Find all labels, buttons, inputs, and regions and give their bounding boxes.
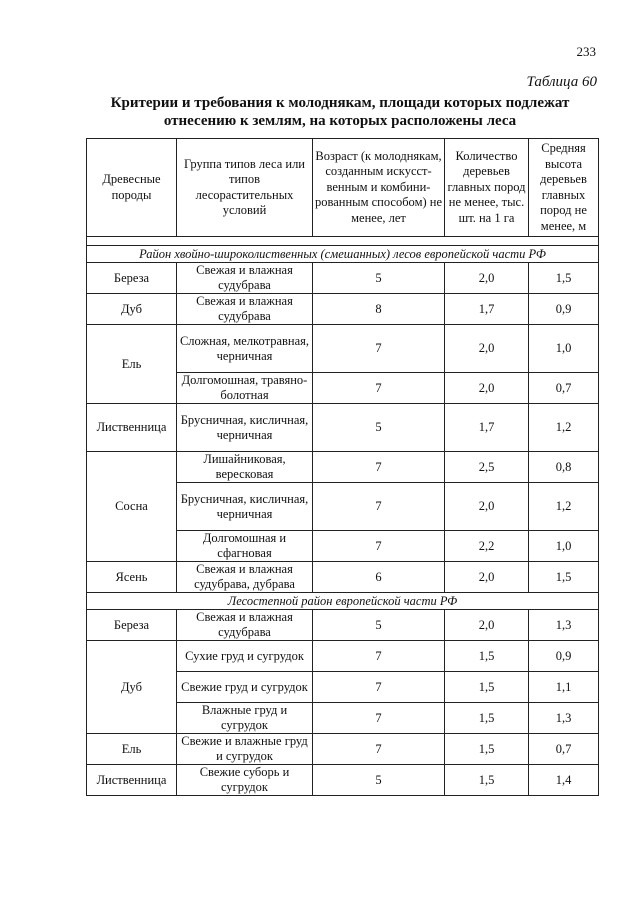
region-row — [87, 246, 599, 263]
region-name: Район хвойно-широколиственных (смешанных) лесов европейской части РФ — [87, 246, 599, 263]
height-cell: 1,2 — [529, 404, 599, 452]
species-cell: Ель — [87, 734, 177, 765]
group-cell: Свежие и влажные груд и сугрудок — [177, 734, 313, 765]
count-cell: 1,7 — [445, 294, 529, 325]
count-cell: 2,0 — [445, 562, 529, 593]
table-row — [87, 325, 599, 373]
height-cell: 1,5 — [529, 263, 599, 294]
group-cell: Свежая и влажная судубрава — [177, 294, 313, 325]
age-cell: 6 — [313, 562, 445, 593]
spacer-row — [87, 237, 599, 246]
group-cell: Свежая и влажная судубрава — [177, 263, 313, 294]
height-cell: 1,4 — [529, 765, 599, 796]
count-cell: 1,5 — [445, 703, 529, 734]
col-header-count: Количество деревьев главных пород не менее, тыс. шт. на 1 га — [445, 139, 529, 237]
species-cell: Сосна — [87, 452, 177, 562]
age-cell: 5 — [313, 765, 445, 796]
age-cell: 7 — [313, 452, 445, 483]
height-cell: 1,3 — [529, 610, 599, 641]
group-cell: Сложная, мелкотравная, черничная — [177, 325, 313, 373]
count-cell: 1,5 — [445, 641, 529, 672]
table-row — [87, 452, 599, 483]
height-cell: 1,0 — [529, 325, 599, 373]
count-cell: 2,0 — [445, 610, 529, 641]
age-cell: 7 — [313, 531, 445, 562]
species-cell: Ясень — [87, 562, 177, 593]
age-cell: 8 — [313, 294, 445, 325]
age-cell: 7 — [313, 734, 445, 765]
species-cell: Лиственница — [87, 765, 177, 796]
group-cell: Сухие груд и сугрудок — [177, 641, 313, 672]
table-row — [87, 294, 599, 325]
col-header-height: Средняя высота деревьев главных пород не менее, м — [529, 139, 599, 237]
age-cell: 7 — [313, 672, 445, 703]
count-cell: 2,2 — [445, 531, 529, 562]
table-row — [87, 641, 599, 672]
age-cell: 7 — [313, 373, 445, 404]
group-cell: Долгомошная, травяно-болотная — [177, 373, 313, 404]
group-cell: Брусничная, кисличная, черничная — [177, 404, 313, 452]
group-cell: Свежая и влажная судубрава, дубрава — [177, 562, 313, 593]
region-row — [87, 593, 599, 610]
species-cell: Дуб — [87, 294, 177, 325]
table-title-line-2: отнесению к землям, на которых расположены леса — [163, 113, 517, 129]
height-cell: 0,9 — [529, 294, 599, 325]
age-cell: 7 — [313, 641, 445, 672]
age-cell: 7 — [313, 325, 445, 373]
table-label: Таблица 60 — [526, 74, 597, 90]
height-cell: 1,5 — [529, 562, 599, 593]
group-cell: Свежие суборь и сугрудок — [177, 765, 313, 796]
criteria-table — [86, 138, 599, 796]
header-row — [87, 139, 599, 237]
group-cell: Лишайниковая, вересковая — [177, 452, 313, 483]
height-cell: 0,7 — [529, 734, 599, 765]
count-cell: 2,5 — [445, 452, 529, 483]
age-cell: 5 — [313, 610, 445, 641]
age-cell: 5 — [313, 263, 445, 294]
group-cell: Свежие груд и сугрудок — [177, 672, 313, 703]
count-cell: 2,0 — [445, 483, 529, 531]
height-cell: 0,9 — [529, 641, 599, 672]
region-name: Лесостепной район европейской части РФ — [87, 593, 599, 610]
group-cell: Брусничная, кисличная, черничная — [177, 483, 313, 531]
table-title — [80, 94, 600, 130]
table-row — [87, 562, 599, 593]
table-row — [87, 263, 599, 294]
table-row — [87, 610, 599, 641]
height-cell: 1,3 — [529, 703, 599, 734]
page-number: 233 — [576, 44, 596, 59]
table-row — [87, 734, 599, 765]
age-cell: 7 — [313, 703, 445, 734]
group-cell: Свежая и влажная судубрава — [177, 610, 313, 641]
height-cell: 1,1 — [529, 672, 599, 703]
table-row — [87, 765, 599, 796]
species-cell: Береза — [87, 610, 177, 641]
height-cell: 1,2 — [529, 483, 599, 531]
count-cell: 1,5 — [445, 672, 529, 703]
height-cell: 1,0 — [529, 531, 599, 562]
species-cell: Лиственница — [87, 404, 177, 452]
age-cell: 7 — [313, 483, 445, 531]
species-cell: Ель — [87, 325, 177, 404]
count-cell: 2,0 — [445, 263, 529, 294]
table-title-line-1: Критерии и требования к молоднякам, площади которых подлежат — [110, 95, 570, 111]
height-cell: 0,7 — [529, 373, 599, 404]
group-cell: Долгомошная и сфагновая — [177, 531, 313, 562]
col-header-group: Группа типов леса или типов лесорастительных условий — [177, 139, 313, 237]
col-header-age: Возраст (к молоднякам, созданным искусст-венным и комбини-рованным способом) не менее, лет — [313, 139, 445, 237]
count-cell: 1,7 — [445, 404, 529, 452]
count-cell: 2,0 — [445, 373, 529, 404]
height-cell: 0,8 — [529, 452, 599, 483]
species-cell: Дуб — [87, 641, 177, 734]
age-cell: 5 — [313, 404, 445, 452]
group-cell: Влажные груд и сугрудок — [177, 703, 313, 734]
count-cell: 1,5 — [445, 734, 529, 765]
col-header-species: Древесные породы — [87, 139, 177, 237]
species-cell: Береза — [87, 263, 177, 294]
table-row — [87, 404, 599, 452]
count-cell: 1,5 — [445, 765, 529, 796]
count-cell: 2,0 — [445, 325, 529, 373]
